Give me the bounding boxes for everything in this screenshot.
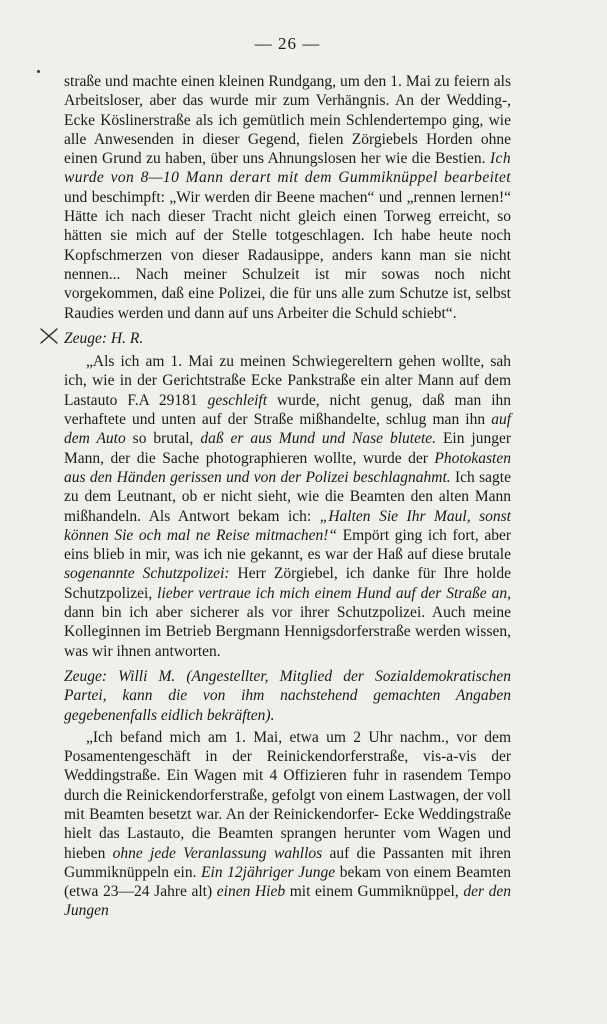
emphasis-run: „Halten Sie Ihr Maul, sonst können Sie och mal ne Reise mitmachen!“ [64,507,511,544]
emphasis-run: sogenannte Schutzpolizei: [64,565,230,583]
text-run: so brutal, [125,430,201,448]
witness-heading: Zeuge: Willi M. (Angestellter, Mitglied der Sozialdemokratischen Partei, kann die von ihm nachstehend gemachten Angaben gegebenenfalls eidlich bekräften). [64,667,511,724]
text-run: Empört ging ich fort, aber eins blieb in mir, was ich nie gekannt, es war der Haß auf diese brutale [64,526,512,564]
emphasis-run: der den Jungen [64,883,511,920]
witness-heading [64,329,511,348]
emphasis-run: Ich wurde von 8—10 Mann derart mit dem Gummiknüppel bearbeitet [64,150,511,187]
cross-mark-icon [38,326,60,346]
text-run: „Ich befand mich am 1. Mai, etwa um 2 Uhr nachm., vor dem Posamentengeschäft in der Reinickendorferstraße, vis-a-vis der Weddingstraße. Ein Wagen mit 4 Offizieren fuhr in rasendem Tempo durch die Reinickendorferstraße, gefolgt von einem Lastwagen, der voll mit Beamten besetzt war. An der Reinickendorfer- Ecke Weddingstraße hielt das Lastauto, die Beamten sprangen herunter vom Wagen und hieben [64,728,511,862]
emphasis-run: daß er aus Mund und Nase blutete. [200,430,437,448]
testimony-paragraph [64,352,511,661]
paragraph-continued [64,72,511,323]
text-run: straße und machte einen kleinen Rundgang, um den 1. Mai zu feiern als Arbeitsloser, aber das wurde mir zum Verhängnis. An der Wedding-, Ecke Köslinerstraße als ich gemütlich mein Schlendertempo ging, wie alle Anwesenden in dieser Gegend, fielen Zörgiebels Horden ohne einen Grund zu haben, über uns Ahnungslosen her wie die Bestien. [64,73,511,168]
testimony-paragraph [64,728,511,921]
emphasis-run: ohne jede Veranlassung wahllos [112,844,323,862]
emphasis-run: Ein 12jähriger Junge [201,863,336,881]
text-run: „Als ich am 1. Mai zu meinen Schwiegereltern gehen wollte, sah ich, wie in der Gerichtstraße Ecke Pankstraße ein alter Mann auf dem Lastauto F.A 29181 [64,353,511,409]
page-number: — 26 — [254,34,321,53]
emphasis-run: Photokasten aus den Händen gerissen und von der Polizei beschlagnahmt. [64,449,511,486]
emphasis-run: einen Hieb [216,883,286,901]
text-run: mit einem Gummiknüppel, [285,883,464,901]
text-run: auf die Passanten mit ihren Gummiknüppeln ein. [64,844,511,881]
text-run: Ein junger Mann, der die Sache photographieren wollte, wurde der [64,430,511,467]
emphasis-run: lieber vertraue ich mich einem Hund auf der Straße an, [157,584,511,602]
emphasis-run: auf dem Auto [64,411,511,448]
text-run: bekam von einem Beamten (etwa 23—24 Jahre alt) [64,863,511,901]
page-body [64,72,511,921]
ink-speck [37,70,40,73]
text-run: dann bin ich aber sicherer als vor ihrer Schutzpolizei. Auch meine Kolleginnen im Betrieb Bergmann Hennigsdorferstraße werden wissen, was wir ihnen antworten. [64,604,511,660]
text-run: und beschimpft: „Wir werden dir Beene machen“ und „rennen lernen!“ Hätte ich nach dieser Tracht nicht gleich einen Torweg erreicht, so hätten sie mich auf der Stelle totgeschlagen. Ich habe heute noch Kopfschmerzen von dieser Radausippe, anders kann man sie nicht nennen... Nach meiner Schulzeit ist mir sowas noch nicht vorgekommen, daß eine Polizei, die für uns alle zum Schutze ist, selbst Raudies werden und dann auf uns Arbeiter die Schuld schiebt“. [64,188,511,322]
emphasis-run: geschleift [207,391,268,409]
text-run: Herr Zörgiebel, ich danke für Ihre holde Schutzpolizei, [64,565,511,602]
text-run: Ich sagte zu dem Leutnant, ob er nicht sieht, wie die Beamten den alten Mann mißhandeln. Als Antwort bekam ich: [64,468,511,525]
text-run: wurde, nicht genug, daß man ihn verhaftete und unten auf der Straße mißhandelte, schlug man ihn [64,391,512,429]
witness-label: Zeuge: H. R. [64,329,144,347]
